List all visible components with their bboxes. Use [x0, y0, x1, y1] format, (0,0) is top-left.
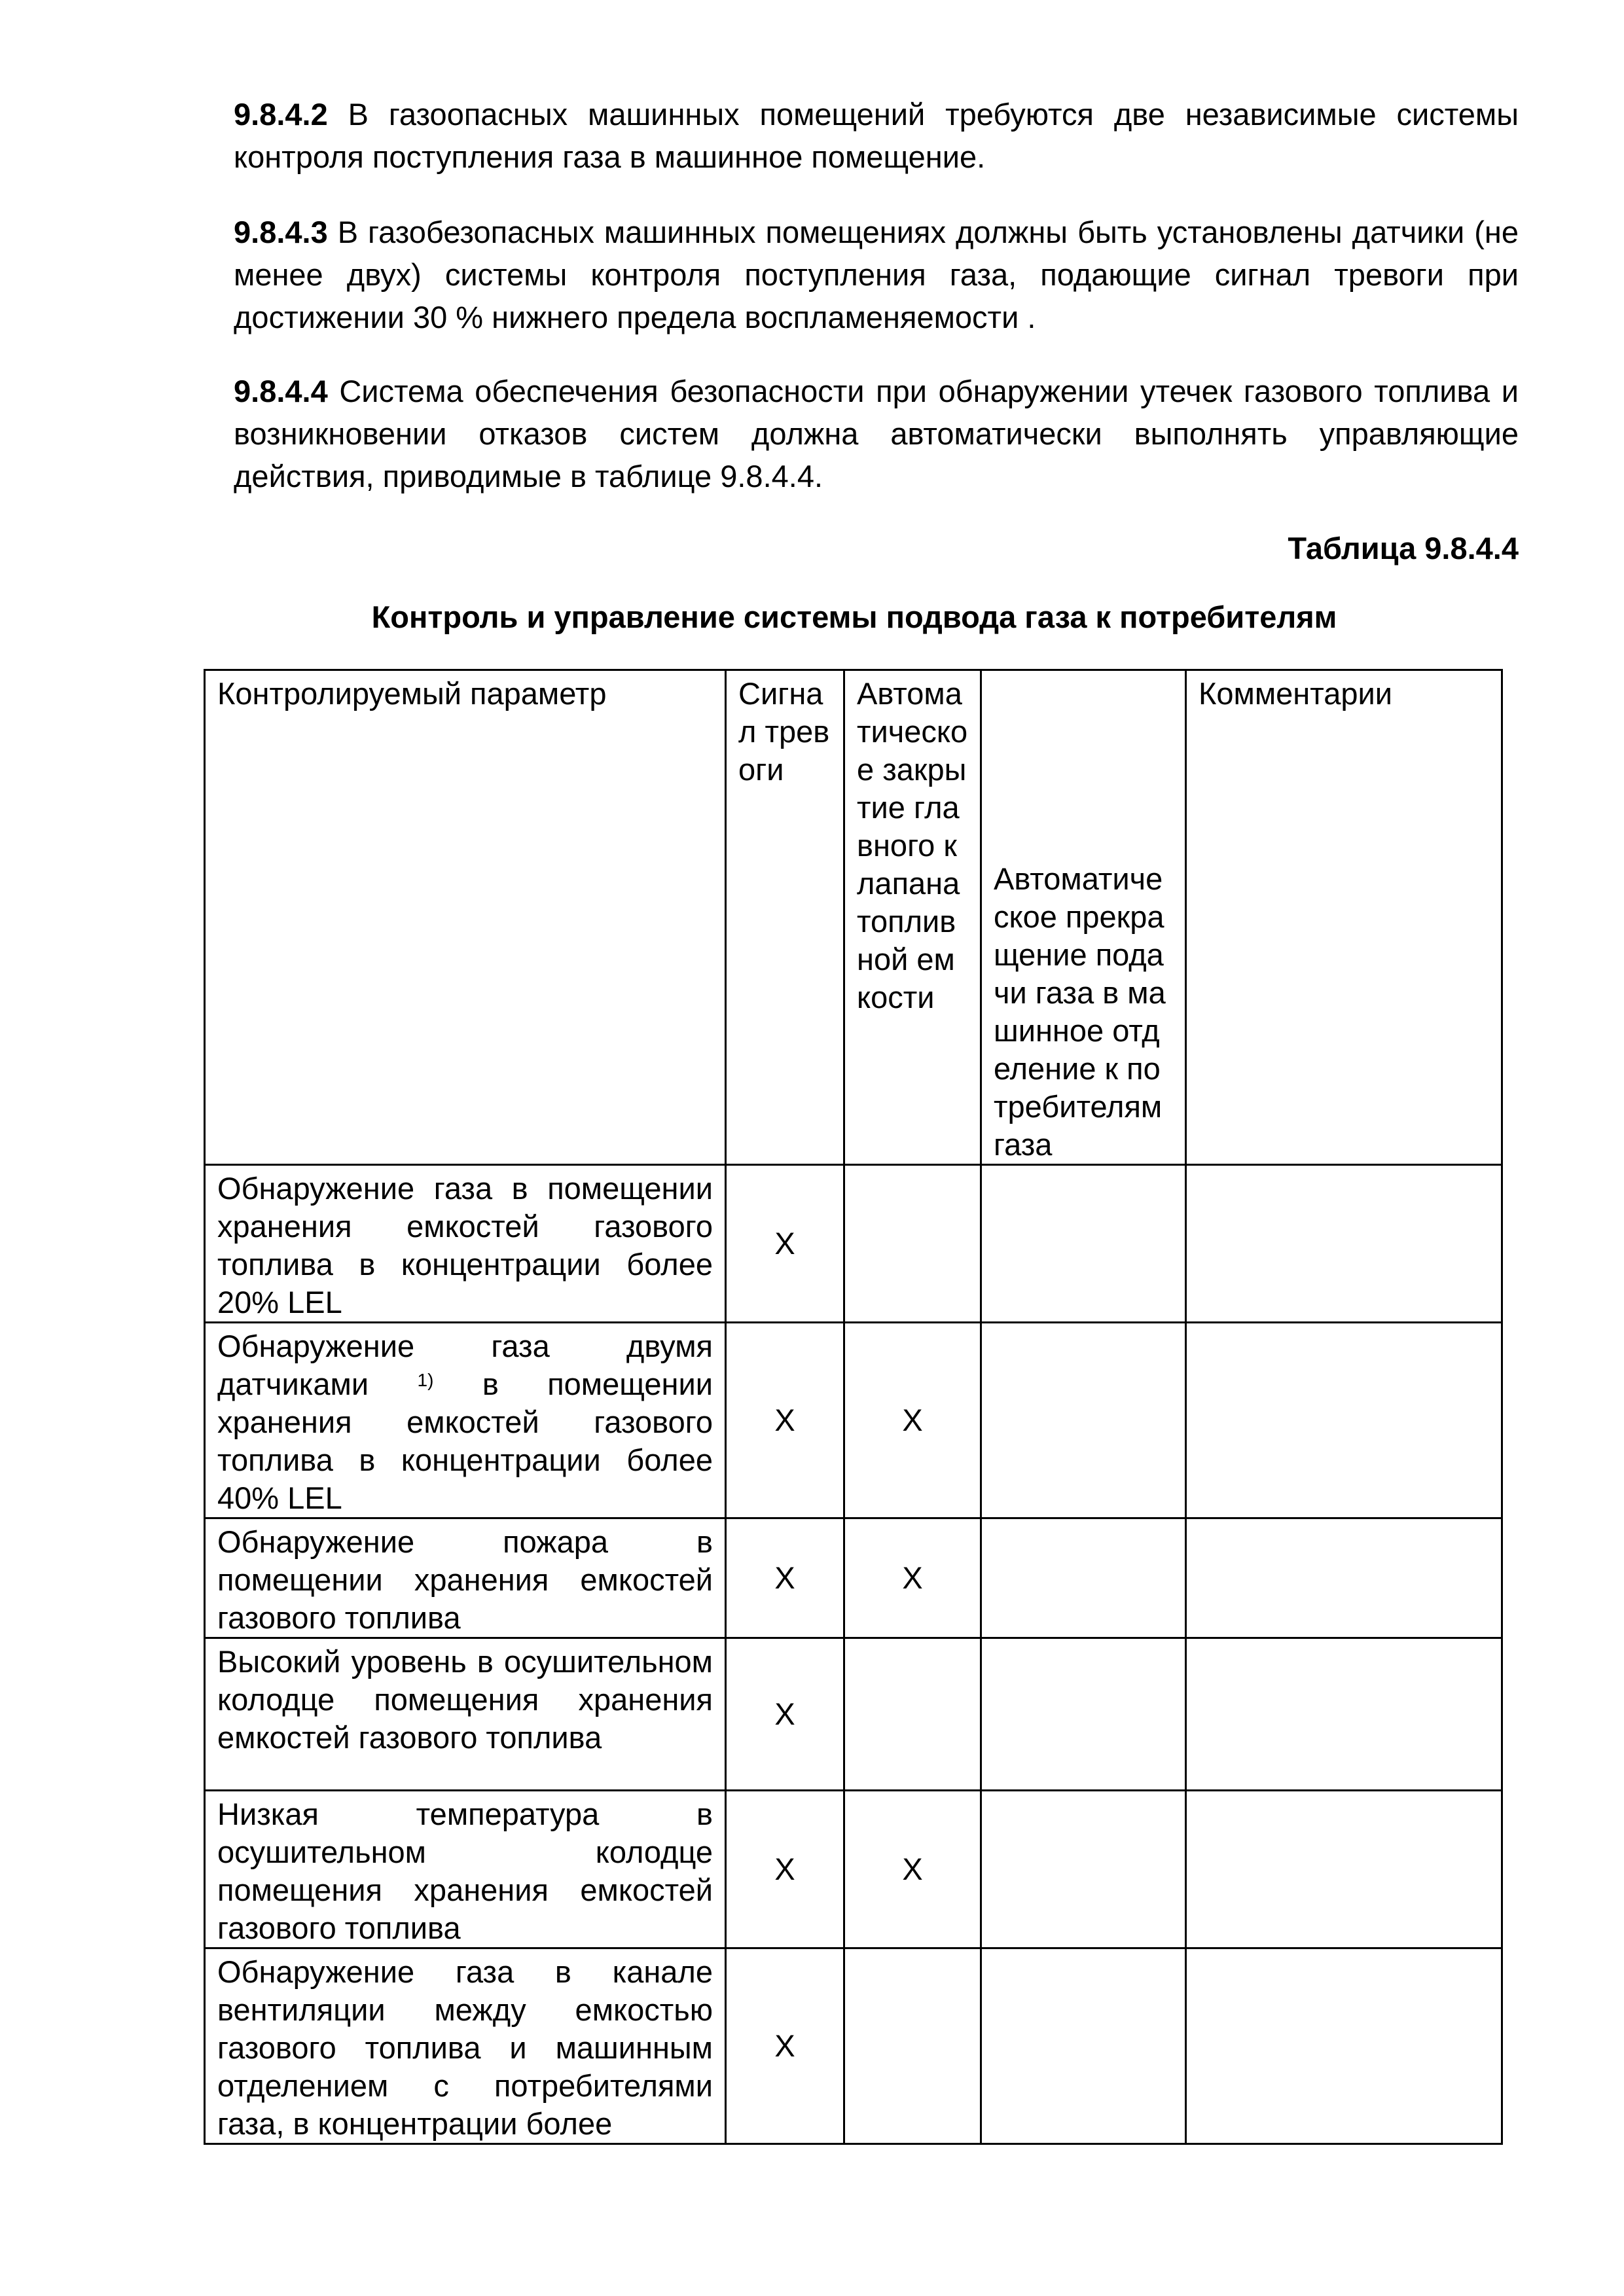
row-param: Обнаружение газа в канале вентиляции между емкостью газового топлива и машинным отделением с потребителями газа, в концентрации более: [205, 1948, 726, 2144]
paragraph-9-8-4-4: [234, 370, 1519, 497]
table-row: [205, 1638, 1502, 1791]
footnote-marker: 1): [417, 1370, 434, 1390]
row-stop: [981, 1323, 1186, 1518]
row-stop: [981, 1165, 1186, 1323]
row-param: Низкая температура в осушительном колодце помещения хранения емкостей газового топлива: [205, 1791, 726, 1948]
row-param-part: в помещении хранения емкостей газового топлива в концентрации более 40% LEL: [217, 1367, 713, 1515]
row-stop: [981, 1791, 1186, 1948]
row-stop: [981, 1638, 1186, 1791]
row-alarm: X: [726, 1518, 844, 1638]
row-comment: [1186, 1638, 1502, 1791]
row-param: Обнаружение пожара в помещении хранения емкостей газового топлива: [205, 1518, 726, 1638]
row-comment: [1186, 1165, 1502, 1323]
paragraph-9-8-4-3: [234, 211, 1519, 338]
header-comments: Комментарии: [1186, 670, 1502, 1165]
row-close: [844, 1638, 981, 1791]
control-table: [204, 669, 1503, 2145]
paragraph-9-8-4-2: [234, 93, 1519, 178]
row-alarm: X: [726, 1323, 844, 1518]
row-comment: [1186, 1948, 1502, 2144]
row-alarm: X: [726, 1165, 844, 1323]
row-comment: [1186, 1518, 1502, 1638]
paragraph-text: Система обеспечения безопасности при обнаружении утечек газового топлива и возникновении отказов систем должна автоматически выполнять управляющие действия, приводимые в таблице 9.8.4.4.: [234, 374, 1519, 493]
table-title: Контроль и управление системы подвода газа к потребителям: [371, 600, 1337, 634]
table-label: Таблица 9.8.4.4: [1288, 531, 1519, 565]
row-alarm: X: [726, 1638, 844, 1791]
row-stop: [981, 1518, 1186, 1638]
row-param: [205, 1323, 726, 1518]
header-auto-close: Автоматическое закрытие главного клапана топливной емкости: [844, 670, 981, 1165]
row-alarm: X: [726, 1948, 844, 2144]
paragraph-text: В газоопасных машинных помещений требуются две независимые системы контроля поступления газа в машинное помещение.: [234, 97, 1519, 174]
table-row: [205, 1948, 1502, 2144]
row-close: [844, 1165, 981, 1323]
row-stop: [981, 1948, 1186, 2144]
paragraph-number: 9.8.4.2: [234, 97, 328, 132]
row-close: [844, 1948, 981, 2144]
row-param: Высокий уровень в осушительном колодце помещения хранения емкостей газового топлива: [205, 1638, 726, 1791]
row-close: X: [844, 1323, 981, 1518]
table-row: [205, 1165, 1502, 1323]
header-alarm: Сигнал тревоги: [726, 670, 844, 1165]
paragraph-number: 9.8.4.3: [234, 215, 328, 249]
paragraph-number: 9.8.4.4: [234, 374, 328, 408]
row-param: Обнаружение газа в помещении хранения емкостей газового топлива в концентрации более 20% LEL: [205, 1165, 726, 1323]
header-auto-stop: Автоматическое прекращение подачи газа в машинное отделение к потребителям газа: [981, 670, 1186, 1165]
table-row: [205, 1323, 1502, 1518]
table-row: [205, 1791, 1502, 1948]
row-close: X: [844, 1791, 981, 1948]
row-close: X: [844, 1518, 981, 1638]
table-row: [205, 1518, 1502, 1638]
row-param-part: Обнаружение газа двумя датчиками: [217, 1329, 713, 1401]
row-comment: [1186, 1323, 1502, 1518]
row-comment: [1186, 1791, 1502, 1948]
table-header-row: [205, 670, 1502, 1165]
header-param: Контролируемый параметр: [205, 670, 726, 1165]
paragraph-text: В газобезопасных машинных помещениях должны быть установлены датчики (не менее двух) системы контроля поступления газа, подающие сигнал тревоги при достижении 30 % нижнего предела воспламеняемости .: [234, 215, 1519, 334]
row-alarm: X: [726, 1791, 844, 1948]
